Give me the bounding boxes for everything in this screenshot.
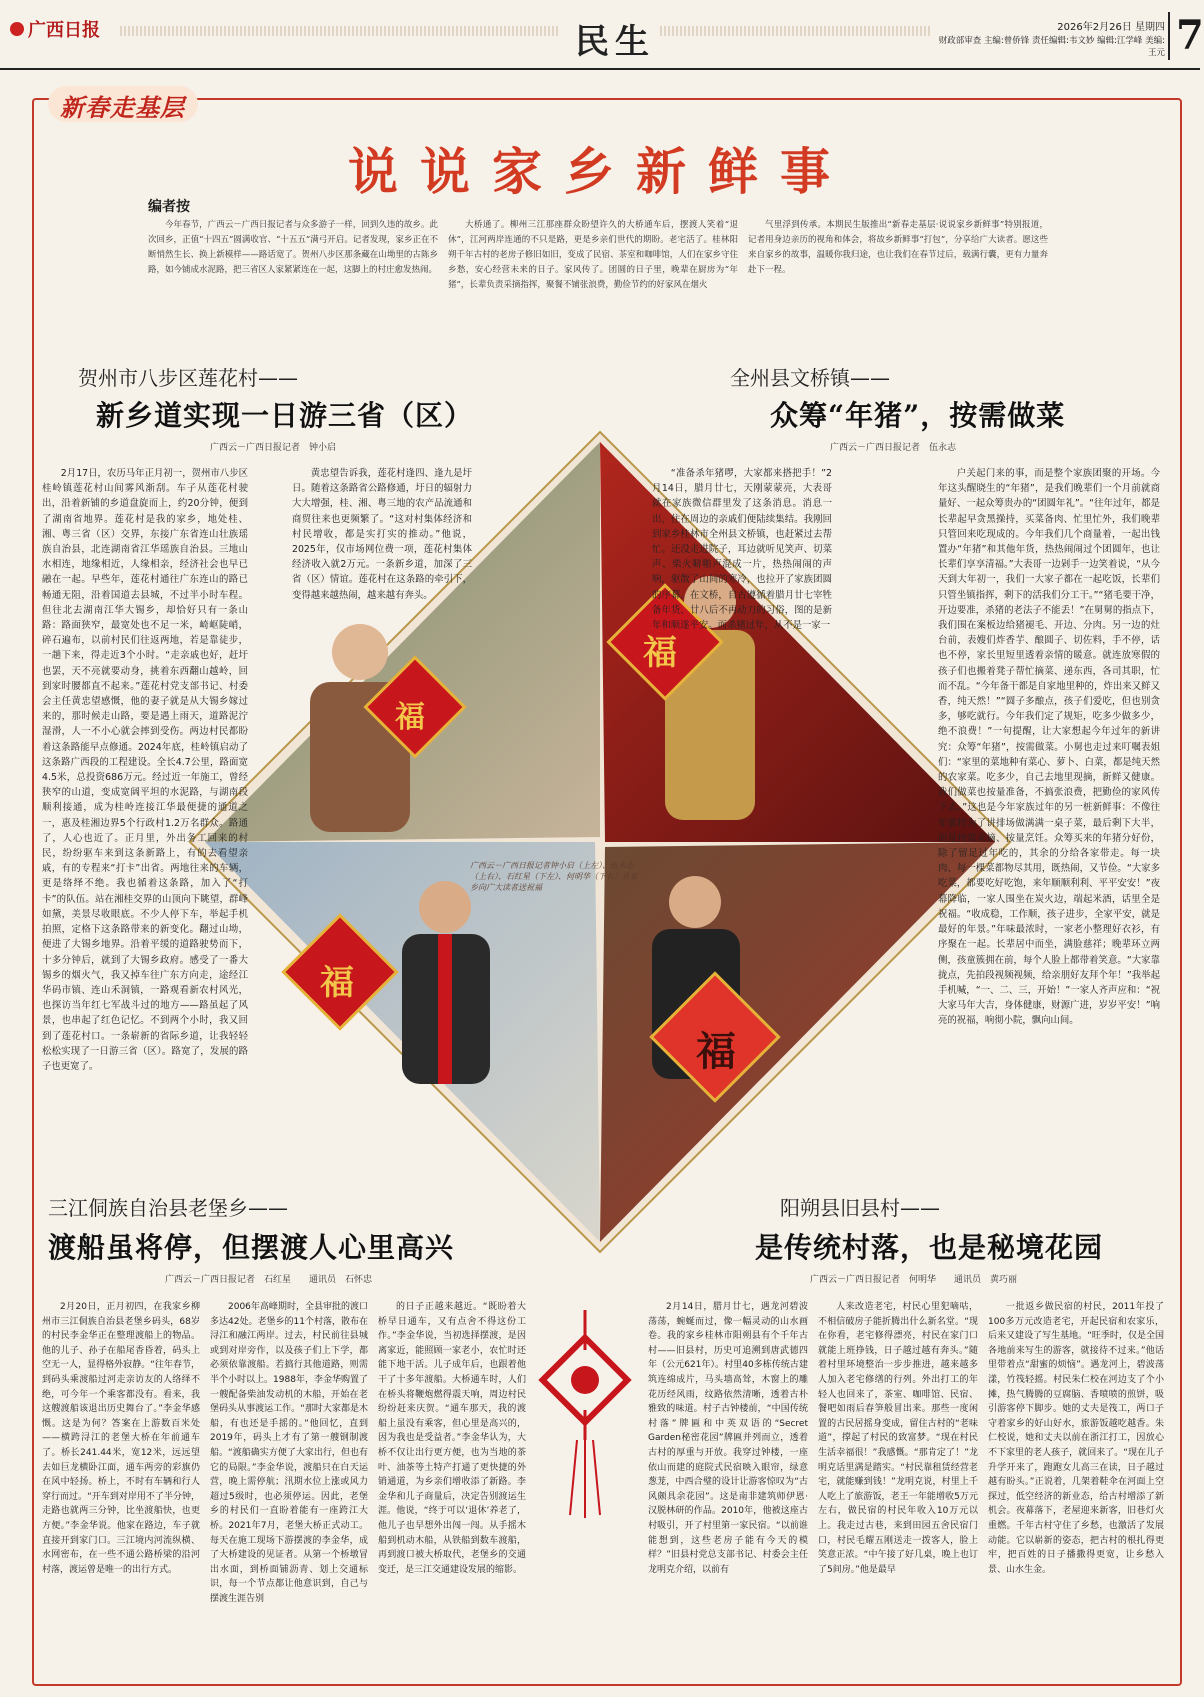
editor-credits: 财政部审查 主编:曾侨锋 责任编辑:韦文妙 编辑:江学峰 美编:王元 [938,36,1165,58]
story2-body-col1: “准备杀年猪啰，大家都来搭把手！”2月14日，腊月廿七，天刚蒙蒙亮，大表哥就在家族微信群里发了这条消息。消息一出，住在周边的亲戚们便陆续集结。我刚回到家乡桂林市全州县文桥镇，也赶紧过去帮忙。还没走进院子，耳边就听见笑声、切菜声、柴火噼啪声混成一片，热热闹闹的声响，驱散了山间的寒冷，也拉开了家族团圆的序幕。在文桥，自古遵循着腊月廿七宰牲备年货、廿八后不再动刀的习俗，图的是新年和顺遂平安。而杀猪过年，从不是一家一 [652,468,832,632]
column-tag [48,76,198,128]
editor-note-col3: 气里浮到传承。本期民生版推出“新春走基层·说说家乡新鲜事”特别报道，记者用身边亲历的视角和体会，将故乡新鲜事“打包”，分享给广大读者。愿这些来自家乡的故事，温暖你我归途，也让我们在春节过后，载满行囊，更有力量奔赴下一程。 [748,220,1048,275]
story4-body-col2: 人来改造老宅，村民心里犯嘀咕，不相信破房子能折腾出什么新名堂。“现在你看，老宅修得漂亮，村民在家门口就能上班挣钱，日子越过越有奔头。”随着村里环境整治一步步推进，越来越多人加入老宅修缮的行列。外出打工的年轻人也回来了，茶室、咖啡馆、民宿、餐吧如雨后春笋般冒出来。那些一度闲置的古民居摇身变成，留住古村的“老味道”，撑起了村民的致富梦。“现在村民生活幸福很！”我感慨。“那肯定了！”龙明克话里满是踏实。“村民靠租赁经营老宅，就能赚到钱！”龙明克说，村里上千人吃上了旅游饭，老王一年能增收5万元左右，做民宿的村民年收入10万元以上。我走过古巷，来到田园五舍民宿门口，村民毛耀五刚送走一拨客人，脸上笑意正浓。“中午接了好几桌，晚上也订了5间房。”他是最早 [818,1302,978,1575]
story2-byline: 广西云－广西日报记者 伍永志 [830,443,957,453]
editor-note-col1: 今年春节，广西云－广西日报记者与众多游子一样，回到久违的故乡。此次回乡，正值“十四五”圆满收官、“十五五”满弓开启。记者发现，家乡正在不断悄然生长、换上新模样——路话宽了。贺州八步区那条藏在山坳里的古陈乡路，如今铺成水泥路，把三省区人家紧紧连在一起，这脚上的村庄愈发热闹。 [148,220,438,275]
story1-kicker: 贺州市八步区莲花村—— [78,366,298,390]
column-tag-text: 新春走基层 [60,93,185,122]
story3-body-col1: 2月20日，正月初四，在我家乡柳州市三江侗族自治县老堡乡码头，68岁的村民李金华正在整理渡船上的物品。他的儿子、孙子在船尾香昏着，码头上空无一人，显得格外寂静。“往年春节，到码头乘渡船过河走亲访友的人络绎不绝，可今年一个乘客都没有。看来，我这艘渡船该退出历史舞台了。”李金华感慨。这是为何？答案在上游数百米处——横跨浔江的老堡大桥在年前通车了。桥长241.44米，宽12米，远远望去如巨龙横卧江面，通车两旁的彩旗仍在风中轻扬。桥上，不时有车辆和行人穿行而过。“开车到对岸用不了半分钟，走路也就两三分钟，比坐渡船快，也更方便。”李金华说。他家在路边，车子就直接开到家门口。三江境内河流纵横、水网密布，在一些不通公路桥梁的沿河村落，渡运曾是唯一的出行方式。 [42,1302,200,1575]
fu-character: 福 [696,1028,736,1075]
story1-byline: 广西云－广西日报记者 钟小启 [210,443,337,453]
masthead [0,0,1204,70]
issue-date: 2026年2月26日 星期四 [1057,22,1165,33]
story3-body-col3: 的日子正越来越近。“既盼着大桥早日通车，又有点舍不得这份工作。”李金华说，当初选择摆渡，是因离家近，能照顾一家老小，农忙时还能下地干活。儿子成年后，也跟着他干了十多年渡船。大桥通车时，人们在桥头将鞭炮燃得震天响，周边村民纷纷赶来庆贺。“通车那天，我的渡船上虽没有乘客，但心里是高兴的，因为我也是受益者。”李金华认为，大桥不仅让出行更方便，也为当地的茶叶、油茶等土特产打通了更快捷的外销通道，为乡亲们增收添了新路。李金华和儿子商量后，决定告别渡运生涯。他说，“终于可以‘退休’养老了，他儿子也早想外出闯一闯。从手摇木船到机动木船，从铁船到数车渡船，再到渡口被大桥取代，老堡乡的交通变迁，是三江交通建设发展的缩影。 [378,1302,526,1575]
story4-body-col3: 一批返乡做民宿的村民，2011年投了100多万元改造老宅，开起民宿和农家乐，后来又建设了写生基地。“旺季时，仅是全国各地前来写生的游客，就接待不过来。”他话里带着点“甜蜜的烦恼”。遇龙河上，碧波荡漾，竹筏轻摇。村民朱仁校在河边支了个小摊，热气腾腾的豆腐脑、香喷喷的煎饼，吸引游客停下脚步。她的丈夫是筏工，两口子守着家乡的好山好水，旅游饭越吃越香。朱仁校说，她和丈夫以前在浙江打工，因放心不下家里的老人孩子，就回来了。“现在儿子升学开来了，跑跑女儿高三在读，日子越过越有盼头。”正说着，几架着鞋伞在河面上空探过，低空经济的新业态，给古村增添了新机会。夜幕落下，老屋迎来新客，旧巷灯火重燃。千年古村守住了乡愁，也激活了发展动能。它以崭新的姿态，把古村的根扎得更牢，把百姓的日子播撒得更宽，让乡愁入景、山水生金。 [988,1302,1164,1575]
editor-note-col2: 大桥通了。柳州三江那座群众盼望许久的大桥通车后，摆渡人笑着“退休”，江河两岸连通的不只是路，更是乡亲们世代的期盼。老宅活了。桂林阳朔千年古村的老房子修旧如旧，变成了民宿、茶室和咖啡馆，人们在家乡守住乡愁，安心经营未来的日子。家风传了。团圆的日子里，晚辈在厨房为“年猪”，长辈负责采摘指挥，聚餐不铺张浪费，勤俭节约的好家风在烟火 [448,220,738,290]
story3-headline: 渡船虽将停，但摆渡人心里高兴 [48,1231,455,1264]
knot-decoration [525,1310,645,1520]
page-number: 7 [1168,12,1204,60]
fu-character: 福 [395,700,425,735]
story1-body-col1: 2月17日，农历马年正月初一，贺州市八步区桂岭镇莲花村山间雾风渐刮。车子从莲花村驶出，沿着新铺的乡道盘旋而上，约20分钟，便到了湖南省地界。莲花村是我的家乡，地处桂、湘、粤三省（区）交界，东接广东省连山壮族瑶族自治县，北连湖南省江华瑶族自治县。三地山水相连，地缘相近，人缘相亲，经济社会也早已融在一起。早些年，莲花村通往广东连山的路已畅通无阻，沿着国道去县城，不过半小时车程。但往北去湖南江华大锡乡，却恰好只有一条山路：路面狭窄，最宽处也不足一米，崎岖陡峭，碎石遍布，以前村民们往返两地，若是靠徒步，一趟下来，得走近3个小时。“走亲戚也好，赶圩也罢，天不亮就要动身，挑着东西翻山越岭，回到家时腰都直不起来。”莲花村党支部书记、村委会主任黄忠望感慨，他的妻子就是从大锡乡嫁过来的，那时候走山路，要是遇上雨天，道路泥泞湿滑，人一不小心就会摔到受伤。两边村民都盼着这条路能早点修通。2024年底，桂岭镇启动了这条路广西段的工程建设。全长4.7公里，路面宽4.5米，总投资686万元。经过近一年施工，曾经狭窄的山道，变成宽阔平坦的水泥路，与湖南段顺利接通，成为桂岭连接江华最便捷的通道之一，惠及桂湘边界5个行政村1.2万名群众。路通了，人心也近了。正月里，外出务工回来的村民，纷纷驱车来到这条新路上，有的去看望亲戚，有的专程来“打卡”出省。两地往来的车辆，更是络绎不绝。我也循着这条路，加入了“打卡”的队伍。站在湘桂交界的山顶向下眺望，群峰如黛，美景尽收眼底。不少人停下车，举起手机拍照，定格下这条路带来的新变化。翻过山坳，便进了大锡乡地界。沿着平缓的道路驶势而下，十多分钟后，就到了大锡乡政府。感受了一番大锡乡的烟火气，我又掉车往广东方向走，途经江华码市镇、连山禾洞镇，一路观看新农村风光，也探访当年红七军战斗过的地方——路虽起了风景，也串起了红色记忆。不到两个小时，我又回到了莲花村口。一条崭新的省际乡道，让我轻轻松松实现了一日游三省（区）。路宽了，发展的路子也更宽了。 [42,468,248,1072]
section-title: 民生 [575,22,655,62]
story4-headline: 是传统村落，也是秘境花园 [755,1231,1104,1264]
story2-body-col2: 户关起门来的事，而是整个家族团聚的开场。今年这头醒晓生的“年猪”，是我们晚辈们一个月前就商量好、一起众筹贵办的“团圆年礼”。“往年过年，都是长辈起早贪黑操持，买菜备肉、忙里忙外，我们晚辈只管回来吃现成的。今年我们几个商量着，一起出钱置办“年猪”和其他年货，热热闹闹过个团圆年，也让长辈们享享清福。”大表哥一边剁手一边笑着说，“从今天到大年初一，我们一大家子都在一起吃饭，长辈们只管坐镇指挥，剩下的活我们分工干。”“猪毛要干净，开边要准，杀猪的老法子不能丢！”在舅舅的指点下，我们围在案板边给猪褪毛、开边、分肉。另一边的灶台前，表嫂们炸香芋、酿圆子、切佐料，手不停，话也不停，家长里短里透着亲情的暖意。就连放寒假的孩子们也搬着凳子帮忙摘菜、递东西，各司其职，忙而不乱。“今年备干都是自家地里种的，炸出来又鲜又香，纯天然！”“圆子多酿点，孩子们爱吃，但也别贪多，够吃就行。今年我们定了规矩，吃多少做多少，绝不浪费！”一句提醒，让大家想起今年过年的新讲究：众筹“年猪”，按需做菜。小舅也走过来叮嘱表姐们：“家里的菜地种有菜心、萝卜、白菜，都是纯天然的农家菜。吃多少，自己去地里现摘，新鲜又健康。我们做菜也按量准备，不搞张浪费，把勤俭的家风传下去。”这也是今年家族过年的另一桩新鲜事：不像往年那样为了讲排场做满满一桌子菜，最后剩下大半，而是按需采摘、按量烹饪。众筹买来的年猪分好份，除了留足过年吃的，其余的分给各家带走。每一块肉、每一棵菜都物尽其用，既热闹，又节俭。“大家多吃菜，都要吃好吃饱，来年顺顺利利、平平安安！”夜幕降临，一家人围坐在炭火边，端起米酒，话里全是祝福。“收成稳，工作顺，孩子进步，全家平安，就是最好的年景。”年味最浓时，一家老小整理好衣衫，有序聚在一起。长辈居中而坐，满脸慈祥；晚辈环立两侧，孩童簇拥在前，每个人脸上都带着笑意。“大家靠拢点，先拍段视频视频，给亲朋好友拜个年！”我举起手机喊，“一、二、三，开始！”一家人齐声应和：“祝大家马年大吉，身体健康，财源广进，岁岁平安！”响亮的祝福，响彻小院，飘向山间。 [938,468,1160,1027]
decorative-band [660,26,930,36]
story3-body-col2: 2006年高峰期时，全县审批的渡口多达42处。老堡乡的11个村落，散布在浔江和融江两岸。过去，村民前往县城或到对岸旁作，以及孩子们上下学，都必须依靠渡船。若搞行其他道路，则需半个小时以上。1988年，李金华购置了一艘配备柴油发动机的木船，开始在老堡码头从事渡运工作。“那时大家都是木船，有也还是手摇的。”他回忆，直到2019年，码头上才有了第一艘钢制渡船。“渡船确实方便了大家出行，但也有它的局限。”李金华说，渡船只在白天运营，晚上需停航；汛期水位上涨或风力超过5级时，也必须停运。因此，老堡乡的村民们一直盼着能有一座跨江大桥。2021年7月，老堡大桥正式动工。每天在施工现场下游摆渡的李金华，成了大桥建设的见证者。从第一个桥墩冒出水面，到桥面铺沥青、划上交通标识，每一个节点都让他意识到，自己与摆渡生涯告别 [210,1302,368,1604]
story4-body-col1: 2月14日，腊月廿七，遇龙河碧波荡荡，蜿蜒而过，像一幅灵动的山水画卷。我的家乡桂林市阳朔县有个千年古村——旧县村，历史可追溯到唐武德四年（公元621年）。村里40多栋传统古建筑连绵成片，马头墙高耸，木窗上的雕花历经风雨，纹路依然清晰，透着古朴雅致的味道。村子古钟楼前，“中国传统村落”牌匾和中英双语的“Secret Garden秘密花园”牌匾并列而立，透着古村的厚重与开放。我穿过钟楼，一座依山而建的庭院式民宿映入眼帘，绿意葱茏，中西合璧的设计让游客惊叹为“古风颇具余花园”。这是南非建筑师伊恩·汉脱林研的作品。2010年，他被这座古村吸引，开了村里第一家民宿。“以前谁能想到，这些老房子能有今天的模样？”旧县村党总支部书记、村委会主任龙明克介绍，以前有 [648,1302,808,1575]
story2-kicker: 全州县文桥镇—— [730,366,890,390]
story4-kicker: 阳朔县旧县村—— [780,1196,940,1220]
editor-note-heading: 编者按 [148,199,190,215]
newspaper-logo[interactable]: 广西日报 [10,16,100,42]
fu-character: 福 [643,633,677,673]
seal-icon [10,22,24,36]
decorative-band [120,26,560,36]
photo-caption: 广西云－广西日报记者钟小启（上左）、伍永志（上右）、石红星（下左）、何明华（下右）在家乡向广大读者送祝福 [470,861,638,892]
story4-byline: 广西云－广西日报记者 何明华 通讯员 黄巧丽 [810,1275,1018,1285]
story3-byline: 广西云－广西日报记者 石红星 通讯员 石怀忠 [165,1275,373,1285]
story1-headline: 新乡道实现一日游三省（区） [96,399,474,432]
story3-kicker: 三江侗族自治县老堡乡—— [48,1196,288,1220]
story1-body-col2: 黄忠望告诉我，莲花村逢四、逢九是圩日。随着这条路省公路修通，圩日的辐射力大大增强，桂、湘、粤三地的农产品流通和商贸往来也更频繁了。“这对村集体经济和村民增收，都是实打实的推动。”他说，2025年，仅市场网位费一项，莲花村集体经济收入就2万元。一条新乡道，加深了三省（区）情谊。莲花村在这条路的牵引下，变得越来越热闹，越来越有奔头。 [292,468,472,601]
main-title: 说说家乡新鲜事 [348,142,852,201]
fu-character: 福 [320,963,354,1003]
story2-headline: 众筹“年猪”，按需做菜 [770,399,1066,432]
